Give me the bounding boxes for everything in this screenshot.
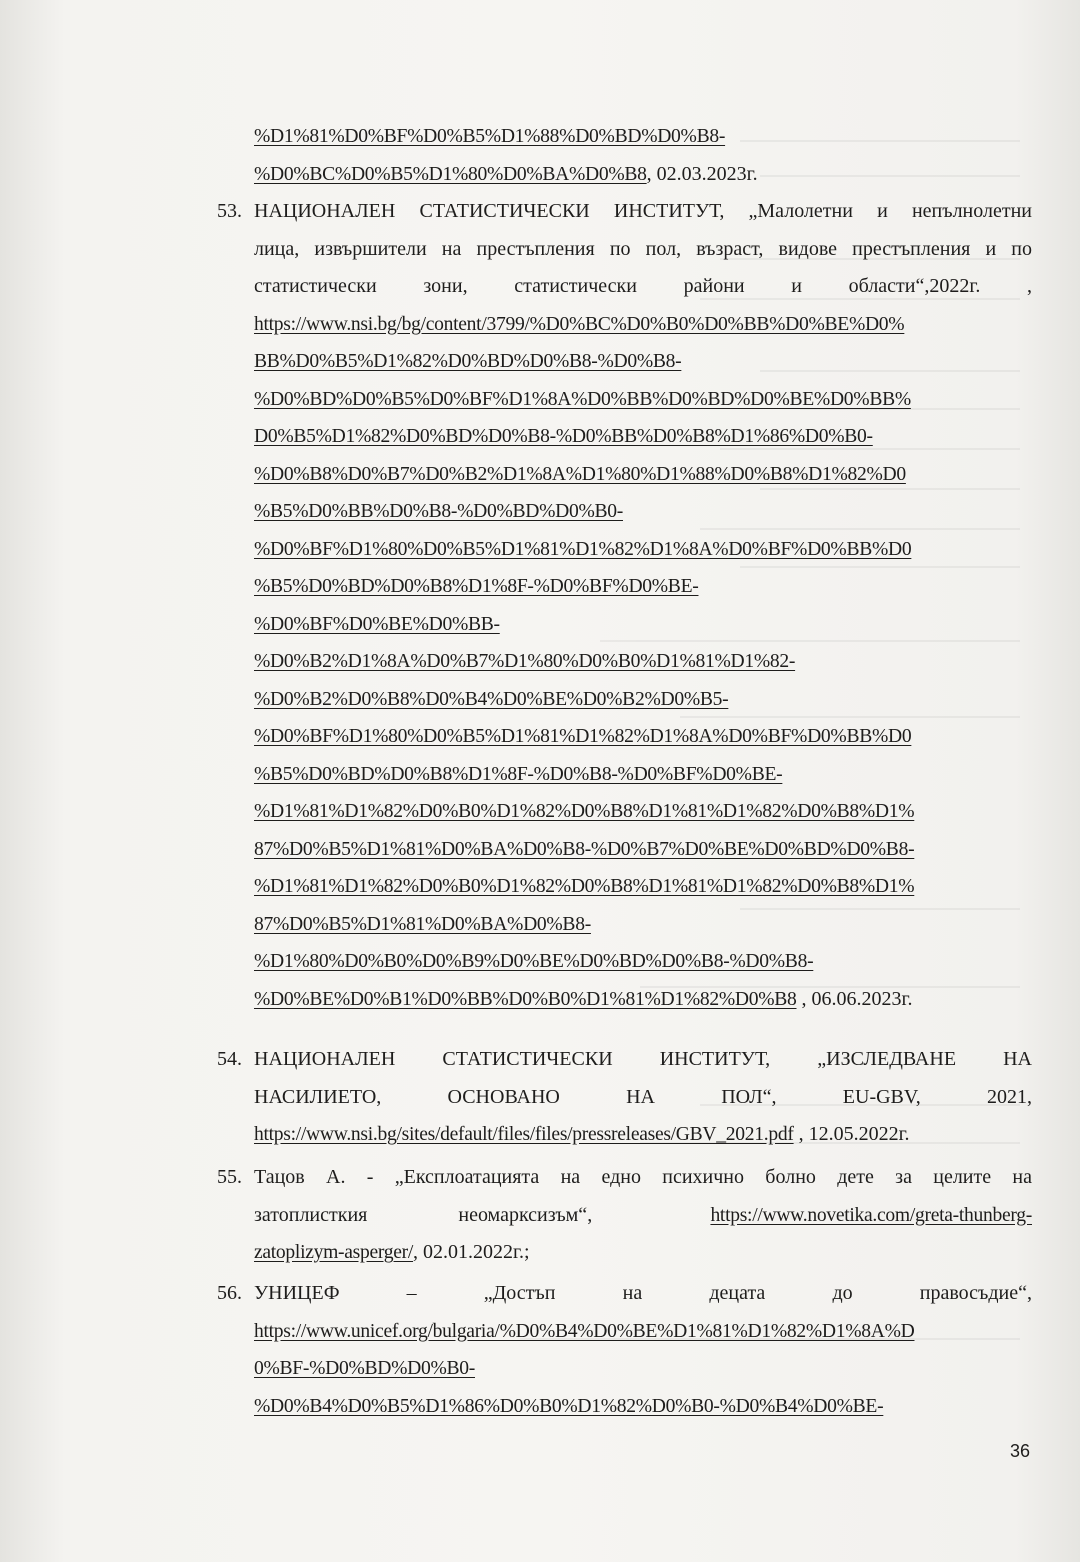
url-line	[254, 456, 1032, 494]
entry-body	[254, 1159, 1032, 1272]
reference-link[interactable]: %D0%BF%D1%80%D0%B5%D1%81%D1%82%D1%8A%D0%BF%D0%BB%D0	[254, 726, 912, 747]
url-line	[254, 306, 1032, 344]
url-line	[254, 831, 1032, 869]
reference-link[interactable]: https://www.novetika.com/greta-thunberg-	[710, 1204, 1032, 1226]
access-date: , 06.06.2023г.	[796, 987, 913, 1010]
entry-text-line: статистически зони, статистически райони и области“,2022г. ,	[254, 275, 1032, 297]
reference-link[interactable]: %D0%BF%D0%BE%D0%BB-	[254, 613, 500, 635]
url-line	[254, 568, 1032, 606]
url-line	[254, 718, 1032, 756]
entry-text-line: Тацов А. - „Експлоатацията на едно психично болно дете за целите на	[254, 1166, 1032, 1188]
url-line	[254, 381, 1032, 419]
reference-link[interactable]: 87%D0%B5%D1%81%D0%BA%D0%B8-	[254, 913, 591, 935]
entry-text-line: НАЦИОНАЛЕН СТАТИСТИЧЕСКИ ИНСТИТУТ, „Малолетни и непълнолетни	[254, 200, 1032, 222]
url-line	[254, 868, 1032, 906]
url-line	[254, 943, 1032, 981]
entry-number: 53.	[217, 200, 242, 222]
entry-text-fragment: затоплисткия неомарксизъм“,	[254, 1203, 593, 1226]
access-date: , 12.05.2022г.	[793, 1123, 910, 1145]
continued-url-line-1[interactable]	[254, 118, 1032, 156]
url-line	[254, 606, 1032, 644]
entry-text-line: НАЦИОНАЛЕН СТАТИСТИЧЕСКИ ИНСТИТУТ, „ИЗСЛЕДВАНЕ НА	[254, 1048, 1032, 1070]
reference-link[interactable]: https://www.nsi.bg/sites/default/files/files/pressreleases/GBV_2021.pdf	[254, 1124, 794, 1145]
reference-link[interactable]: %D1%81%D1%82%D0%B0%D1%82%D0%B8%D1%81%D1%82%D0%B8%D1%	[254, 876, 915, 897]
url-line	[254, 418, 1032, 456]
entry-text-line: УНИЦЕФ – „Достъп на децата до правосъдие“,	[254, 1282, 1032, 1304]
url-line	[254, 531, 1032, 569]
entry-body	[254, 1041, 1032, 1154]
reference-link[interactable]: https://www.unicef.org/bulgaria/%D0%B4%D0%BE%D1%81%D1%82%D1%8A%D	[254, 1320, 915, 1342]
reference-link[interactable]: %D0%B4%D0%B5%D1%86%D0%B0%D1%82%D0%B0-%D0%B4%D0%BE-	[254, 1395, 884, 1417]
url-line	[254, 343, 1032, 381]
reference-link[interactable]: %D0%B2%D0%B8%D0%B4%D0%BE%D0%B2%D0%B5-	[254, 688, 729, 710]
reference-link[interactable]: 0%BF-%D0%BD%D0%B0-	[254, 1358, 475, 1379]
access-date: , 02.03.2023г.	[646, 162, 758, 185]
reference-link[interactable]: D0%B5%D1%82%D0%BD%D0%B8-%D0%BB%D0%B8%D1%86%D0%B0-	[254, 426, 873, 447]
entry-body	[254, 193, 1032, 1018]
entry-text-line: лица, извършители на престъпления по пол, възраст, видове престъпления и по	[254, 237, 1032, 260]
reference-link[interactable]: %D1%80%D0%B0%D0%B9%D0%BE%D0%BD%D0%B8-%D0%B8-	[254, 951, 814, 972]
url-line	[254, 643, 1032, 681]
entry-body	[254, 1275, 1032, 1425]
reference-link[interactable]: %D0%B8%D0%B7%D0%B2%D1%8A%D1%80%D1%88%D0%B8%D1%82%D0	[254, 463, 906, 485]
url-line	[254, 981, 1032, 1019]
reference-link[interactable]: %D0%BF%D1%80%D0%B5%D1%81%D1%82%D1%8A%D0%BF%D0%BB%D0	[254, 538, 912, 560]
reference-link[interactable]: %D0%BD%D0%B5%D0%BF%D1%8A%D0%BB%D0%BD%D0%BE%D0%BB%	[254, 388, 911, 410]
reference-link[interactable]: %D1%81%D1%82%D0%B0%D1%82%D0%B8%D1%81%D1%82%D0%B8%D1%	[254, 801, 915, 822]
entry-text-line	[254, 1197, 1032, 1235]
reference-link[interactable]: 87%D0%B5%D1%81%D0%BA%D0%B8-%D0%B7%D0%BE%D0%BD%D0%B8-	[254, 838, 915, 860]
url-line	[254, 681, 1032, 719]
url-line	[254, 793, 1032, 831]
reference-link[interactable]: zatoplizym-asperger/	[254, 1242, 414, 1263]
entry-number: 54.	[217, 1048, 242, 1070]
url-line	[254, 493, 1032, 531]
access-date: , 02.01.2022г.;	[413, 1241, 530, 1263]
reference-link[interactable]: https://www.nsi.bg/bg/content/3799/%D0%BC%D0%B0%D0%BB%D0%BE%D0%	[254, 313, 905, 335]
reference-link[interactable]: BB%D0%B5%D1%82%D0%BD%D0%B8-%D0%B8-	[254, 351, 682, 372]
reference-link[interactable]: %D0%BC%D0%B5%D1%80%D0%BA%D0%B8	[254, 163, 647, 185]
continued-reference	[254, 118, 1032, 193]
continued-url-line-2	[254, 156, 1032, 194]
entry-number: 56.	[217, 1282, 242, 1304]
entry-number: 55.	[217, 1166, 242, 1188]
reference-link[interactable]: %D0%BE%D0%B1%D0%BB%D0%B0%D1%81%D1%82%D0%B8	[254, 988, 797, 1010]
reference-link[interactable]: %B5%D0%BD%D0%B8%D1%8F-%D0%B8-%D0%BF%D0%BE-	[254, 763, 783, 785]
page-number: 36	[1010, 1441, 1031, 1461]
reference-link[interactable]: %B5%D0%BB%D0%B8-%D0%BD%D0%B0-	[254, 501, 623, 522]
url-line	[254, 756, 1032, 794]
reference-link[interactable]: %D0%B2%D1%8A%D0%B7%D1%80%D0%B0%D1%81%D1%82-	[254, 651, 796, 672]
entry-text-line: НАСИЛИЕТО, ОСНОВАНО НА ПОЛ“, EU-GBV, 2021,	[254, 1085, 1032, 1108]
reference-link[interactable]: %B5%D0%BD%D0%B8%D1%8F-%D0%BF%D0%BE-	[254, 576, 699, 597]
url-line	[254, 906, 1032, 944]
reference-link[interactable]: %D1%81%D0%BF%D0%B5%D1%88%D0%BD%D0%B8-	[254, 126, 726, 147]
